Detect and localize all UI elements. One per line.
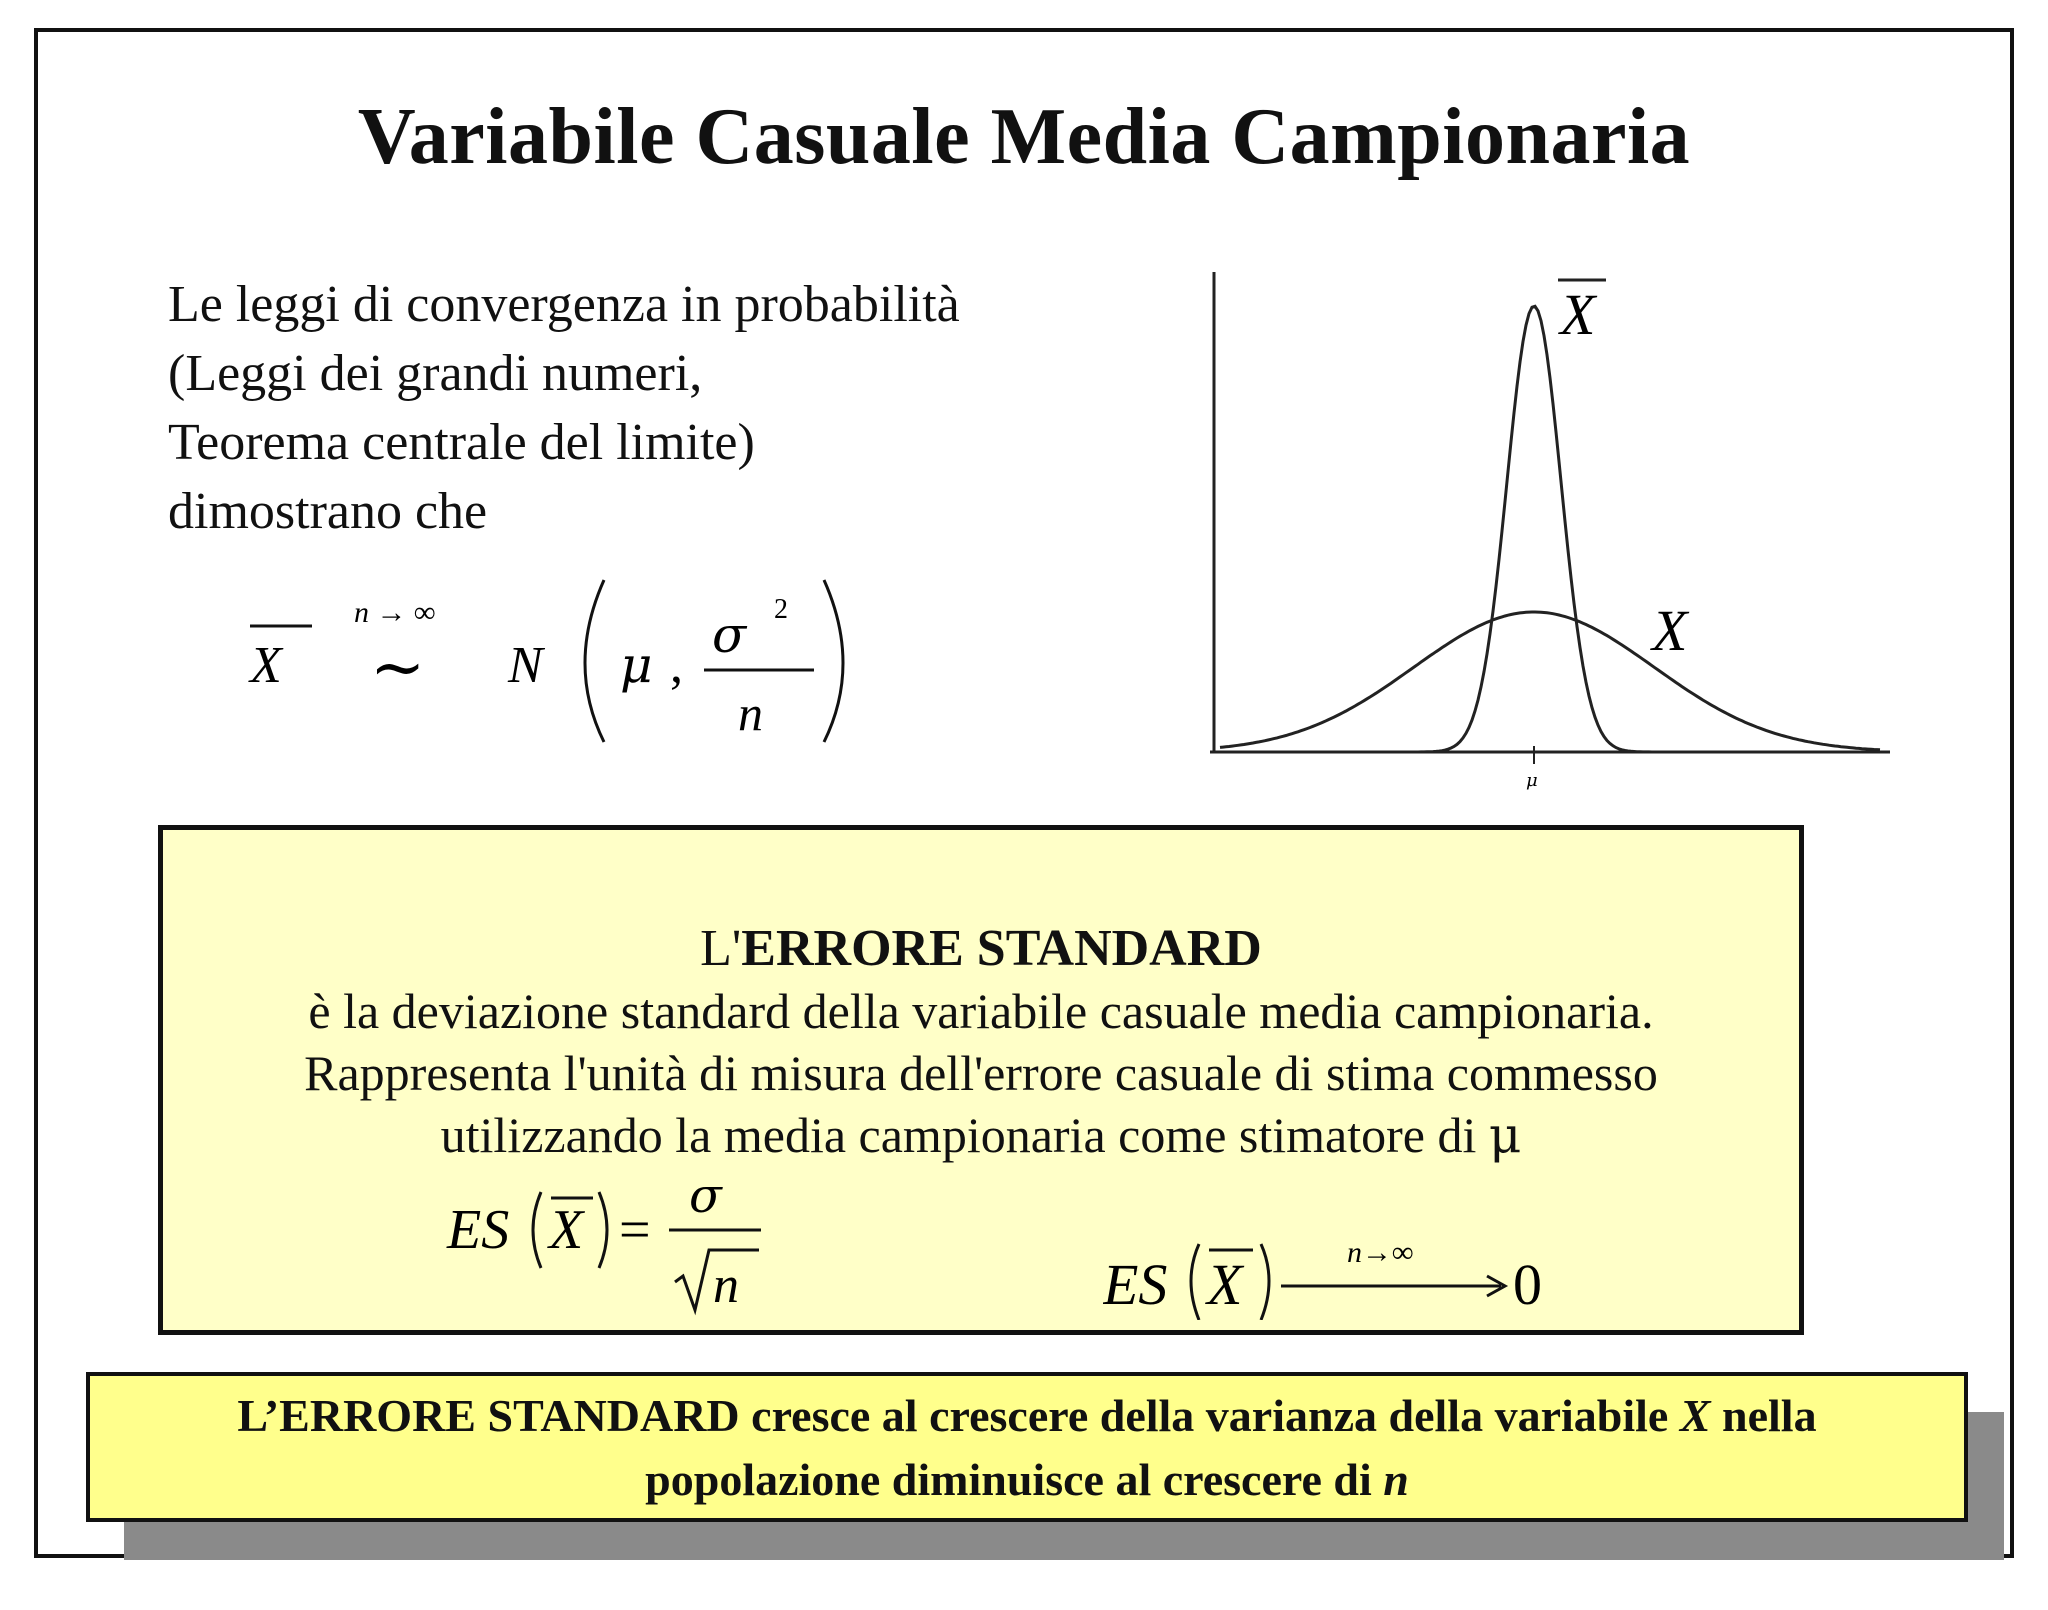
es-n: n bbox=[713, 1257, 739, 1314]
conclusion-line bbox=[90, 1448, 1964, 1512]
conclusion-text: L’ERRORE STANDARD cresce al crescere della varianza della variabile bbox=[237, 1390, 1680, 1441]
limit-formula bbox=[1103, 1200, 1623, 1320]
right-paren bbox=[824, 580, 843, 742]
distribution-chart bbox=[1190, 268, 1910, 828]
slide-title: Variabile Casuale Media Campionaria bbox=[357, 93, 1691, 181]
convergence-formula bbox=[230, 570, 880, 750]
label-xbar: X bbox=[1560, 282, 1596, 347]
label-mu: μ bbox=[1526, 770, 1538, 791]
es-equals: = bbox=[619, 1199, 651, 1261]
limit-right-paren bbox=[1261, 1244, 1269, 1320]
es-right-paren bbox=[599, 1192, 607, 1268]
limit-x: X bbox=[1207, 1252, 1243, 1317]
box-heading bbox=[163, 918, 1799, 980]
limit-zero: 0 bbox=[1513, 1252, 1542, 1317]
formula-tilde: ~ bbox=[370, 629, 426, 706]
left-paren bbox=[585, 580, 604, 742]
conclusion-text: nella bbox=[1710, 1390, 1817, 1441]
intro-line: dimostrano che bbox=[168, 483, 488, 540]
box-heading-bold: ERRORE STANDARD bbox=[741, 920, 1262, 977]
intro-text bbox=[168, 270, 960, 546]
box-line: è la deviazione standard della variabile casuale media campionaria. bbox=[308, 983, 1654, 1039]
box-heading-prefix: L' bbox=[700, 920, 742, 977]
box-line: Rappresenta l'unità di misura dell'errore casuale di stima commesso bbox=[304, 1045, 1658, 1101]
intro-line: Le leggi di convergenza in probabilità bbox=[168, 276, 960, 333]
es-left-paren bbox=[533, 1192, 541, 1268]
es-sigma: σ bbox=[689, 1170, 722, 1224]
formula-comma: , bbox=[670, 637, 683, 694]
standard-error-text bbox=[163, 918, 1799, 1166]
es-x: X bbox=[549, 1199, 584, 1261]
box-line bbox=[163, 1104, 1799, 1166]
conclusion-line bbox=[90, 1384, 1964, 1448]
formula-x: X bbox=[250, 637, 282, 694]
intro-line: Teorema centrale del limite) bbox=[168, 414, 755, 471]
conclusion-text: popolazione diminuisce al crescere di bbox=[645, 1454, 1384, 1505]
conclusion-var: X bbox=[1679, 1390, 1711, 1441]
conclusion-box bbox=[86, 1372, 1968, 1522]
standard-error-box bbox=[158, 825, 1804, 1335]
limit-es-label: ES bbox=[1103, 1252, 1168, 1317]
limit-arrow-label: n→∞ bbox=[1347, 1236, 1414, 1269]
conclusion-n: n bbox=[1383, 1454, 1409, 1505]
formula-mu: μ bbox=[620, 636, 653, 694]
box-line-text: utilizzando la media campionaria come stimatore di bbox=[440, 1107, 1489, 1163]
formula-limit: n → ∞ bbox=[354, 596, 436, 629]
formula-n: n bbox=[738, 685, 763, 741]
standard-error-formula bbox=[443, 1170, 843, 1320]
es-label: ES bbox=[447, 1199, 510, 1261]
intro-line: (Leggi dei grandi numeri, bbox=[168, 345, 703, 402]
formula-exponent: 2 bbox=[774, 594, 788, 625]
label-x: X bbox=[1652, 598, 1688, 663]
formula-sigma: σ bbox=[712, 606, 747, 664]
curve-xbar bbox=[1220, 306, 1880, 752]
limit-left-paren bbox=[1191, 1244, 1199, 1320]
curve-x bbox=[1220, 612, 1880, 750]
box-mu: μ bbox=[1488, 1106, 1522, 1164]
formula-normal: N bbox=[508, 637, 543, 694]
